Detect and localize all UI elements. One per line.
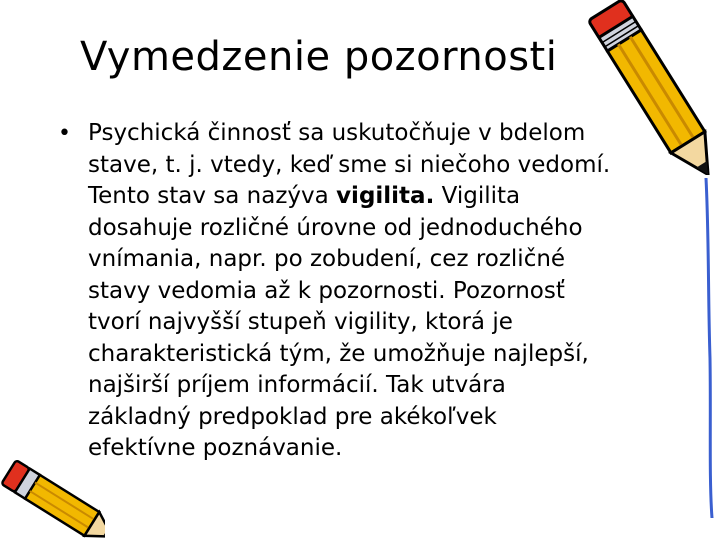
text-line: stavy vedomia až k pozornosti. Pozornosť [88, 277, 565, 304]
bullet-item [58, 118, 668, 465]
text-line: vnímania, napr. po zobudení, cez rozličné [88, 246, 566, 272]
slide-body [58, 118, 668, 465]
text-line: efektívne poznávanie. [88, 435, 343, 461]
bullet-text [88, 118, 668, 465]
decorative-line [700, 178, 718, 518]
bold-term: vigilita. [336, 183, 435, 209]
text-span: Vigilita [434, 183, 521, 209]
pencil-icon [0, 458, 105, 540]
text-line [88, 181, 668, 213]
pencil-icon [588, 0, 720, 175]
slide-title: Vymedzenie pozornosti [80, 34, 558, 80]
text-line: základný predpoklad pre akékoľvek [88, 403, 497, 430]
bullet-marker: • [58, 121, 71, 146]
text-line: Psychická činnosť sa uskutočňuje v bdelom [88, 120, 586, 146]
text-line: dosahuje rozličné úrovne od jednoduchého [88, 214, 583, 241]
text-line: charakteristická tým, že umožňuje najlepší, [88, 340, 589, 367]
text-line: tvorí najvyšší stupeň vigility, ktorá je [88, 309, 513, 335]
text-line: najširší príjem informácií. Tak utvára [88, 372, 506, 398]
text-span: Tento stav sa nazýva [88, 183, 337, 209]
text-line: stave, t. j. vtedy, keď sme si niečoho vedomí. [88, 151, 611, 178]
